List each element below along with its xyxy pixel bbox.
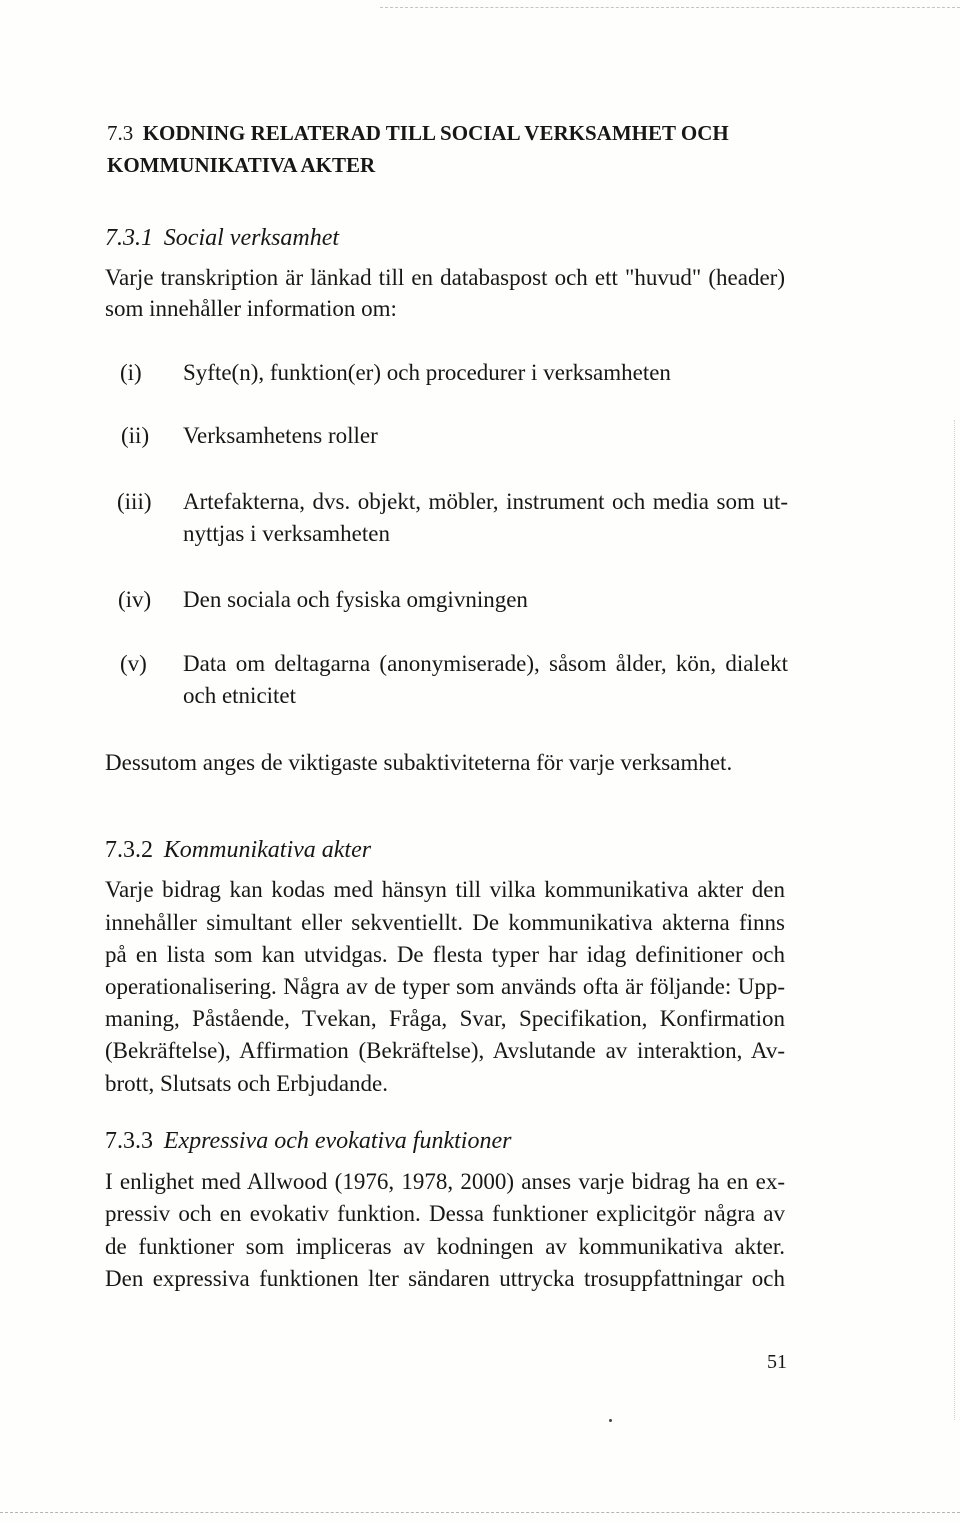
list-item-label: (i) xyxy=(120,360,142,385)
list-item-label: (iv) xyxy=(118,587,152,612)
section-heading xyxy=(105,834,371,866)
section-number: 7.3.1 xyxy=(105,225,153,251)
page-number: 51 xyxy=(767,1351,787,1373)
paragraph-line: pressiv och en evokativ funktion. Dessa funktioner explicitgör några av xyxy=(105,1201,785,1226)
chapter-heading xyxy=(107,118,729,148)
paragraph-line: maning, Påstående, Tvekan, Fråga, Svar, Specifikation, Konfirmation xyxy=(105,1006,785,1031)
scan-speck xyxy=(609,1419,612,1422)
chapter-heading-title-line: KODNING RELATERAD TILL SOCIAL VERKSAMHET OCH xyxy=(142,121,729,145)
section-number: 7.3.2 xyxy=(105,837,153,863)
list-item-text: nyttjas i verksamheten xyxy=(183,521,390,546)
paragraph-line: som innehåller information om: xyxy=(105,296,397,321)
scan-edge-top xyxy=(380,7,960,8)
chapter-heading-number: 7.3 xyxy=(107,121,134,145)
list-item-text: Artefakterna, dvs. objekt, möbler, instrument och media som ut- xyxy=(183,489,788,514)
paragraph-line: operationalisering. Några av de typer som används ofta är följande: Upp- xyxy=(105,974,785,999)
paragraph-line: Den expressiva funktionen lter sändaren uttrycka trosuppfattningar och xyxy=(105,1266,785,1291)
list-item-label: (ii) xyxy=(121,423,150,448)
paragraph-line: Varje bidrag kan kodas med hänsyn till vilka kommunikativa akter den xyxy=(105,877,785,902)
paragraph-line: Varje transkription är länkad till en databaspost och ett "huvud" (header) xyxy=(105,265,785,290)
list-item-text: Data om deltagarna (anonymiserade), såsom ålder, kön, dialekt xyxy=(183,651,788,676)
section-title: Expressiva och evokativa funktioner xyxy=(163,1128,512,1154)
section-title: Kommunikativa akter xyxy=(163,837,372,863)
scan-edge-right xyxy=(954,420,955,1420)
scan-edge-bottom xyxy=(0,1512,960,1513)
section-heading xyxy=(105,1125,511,1157)
section-number: 7.3.3 xyxy=(105,1128,153,1154)
section-title: Social verksamhet xyxy=(163,225,340,251)
list-item-label: (iii) xyxy=(117,489,152,514)
paragraph-line: på en lista som kan utvidgas. De flesta typer har idag definitioner och xyxy=(105,942,785,967)
list-item-text: Verksamhetens roller xyxy=(183,423,378,448)
paragraph-line: de funktioner som impliceras av kodningen av kommunikativa akter. xyxy=(105,1234,785,1259)
list-item-label: (v) xyxy=(120,651,147,676)
paragraph-line: brott, Slutsats och Erbjudande. xyxy=(105,1071,388,1096)
paragraph-line: I enlighet med Allwood (1976, 1978, 2000) anses varje bidrag ha en ex- xyxy=(105,1169,785,1194)
paragraph-line: innehåller simultant eller sekventiellt. De kommunikativa akterna finns xyxy=(105,910,785,935)
paragraph-line: Dessutom anges de viktigaste subaktiviteterna för varje verksamhet. xyxy=(105,750,733,775)
list-item-text: Den sociala och fysiska omgivningen xyxy=(183,587,528,612)
section-heading xyxy=(105,222,339,254)
chapter-heading-title-line: KOMMUNIKATIVA AKTER xyxy=(107,153,376,177)
list-item-text: och etnicitet xyxy=(183,683,297,708)
list-item-text: Syfte(n), funktion(er) och procedurer i verksamheten xyxy=(183,360,671,385)
paragraph-line: (Bekräftelse), Affirmation (Bekräftelse), Avslutande av interaktion, Av- xyxy=(105,1038,785,1063)
